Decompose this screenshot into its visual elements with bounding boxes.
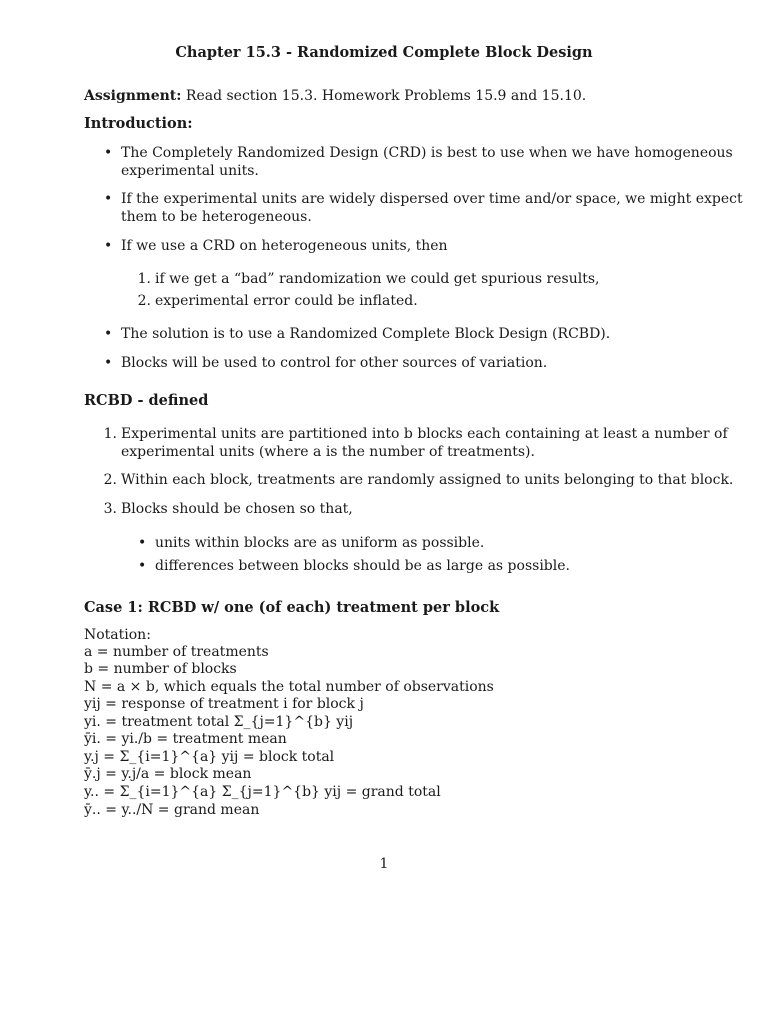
assignment-line — [84, 87, 586, 105]
bullet-dot: • — [104, 238, 113, 254]
intro-bullet-5: Blocks will be used to control for other sources of variation. — [121, 355, 548, 371]
notation-line-1: a = number of treatments — [84, 644, 269, 660]
rcbd-item-number: 3. — [103, 501, 117, 517]
rcbd-subbullet-1: units within blocks are as uniform as possible. — [155, 535, 485, 551]
rcbd-item-3: Blocks should be chosen so that, — [121, 501, 353, 517]
rcbd-defined-heading: RCBD - defined — [84, 392, 209, 409]
notation-line-2: b = number of blocks — [84, 661, 237, 677]
assignment-label: Assignment: — [84, 88, 182, 104]
bullet-dot: • — [138, 558, 147, 574]
notation-label: Notation: — [84, 627, 151, 643]
sublist-item-2: experimental error could be inflated. — [155, 293, 418, 309]
case1-heading: Case 1: RCBD w/ one (of each) treatment per block — [84, 599, 500, 616]
notation-line-5: yi. = treatment total Σ_{j=1}^{b} yij — [84, 714, 354, 730]
sublist-item-1: if we get a “bad” randomization we could get spurious results, — [155, 271, 600, 287]
rcbd-item-2: Within each block, treatments are randomly assigned to units belonging to that block. — [121, 472, 734, 488]
bullet-dot: • — [104, 191, 113, 207]
intro-bullet-2-line1: If the experimental units are widely dispersed over time and/or space, we might expect — [121, 191, 743, 207]
notation-line-6: ȳi. = yi./b = treatment mean — [84, 731, 287, 747]
rcbd-item-number: 2. — [103, 472, 117, 488]
rcbd-item-1-line2: experimental units (where a is the number of treatments). — [121, 444, 535, 460]
intro-bullet-1-line2: experimental units. — [121, 163, 259, 179]
notation-line-7: y.j = Σ_{i=1}^{a} yij = block total — [84, 749, 335, 765]
bullet-dot: • — [138, 535, 147, 551]
rcbd-item-1-line1: Experimental units are partitioned into b blocks each containing at least a number of — [121, 426, 728, 442]
notation-line-4: yij = response of treatment i for block j — [84, 696, 364, 712]
rcbd-subbullet-2: differences between blocks should be as large as possible. — [155, 558, 570, 574]
intro-bullet-2-line2: them to be heterogeneous. — [121, 209, 312, 225]
notation-line-10: ȳ.. = y../N = grand mean — [84, 802, 260, 818]
bullet-dot: • — [104, 326, 113, 342]
notation-line-3: N = a × b, which equals the total number of observations — [84, 679, 494, 695]
introduction-heading: Introduction: — [84, 115, 193, 132]
assignment-text: Read section 15.3. Homework Problems 15.9 and 15.10. — [185, 88, 587, 104]
rcbd-item-number: 1. — [103, 426, 117, 442]
bullet-dot: • — [104, 355, 113, 371]
notation-line-8: ȳ.j = y.j/a = block mean — [84, 766, 252, 782]
page-number: 1 — [379, 856, 389, 872]
bullet-dot: • — [104, 145, 113, 161]
intro-bullet-3: If we use a CRD on heterogeneous units, then — [121, 238, 448, 254]
notation-line-9: y.. = Σ_{i=1}^{a} Σ_{j=1}^{b} yij = grand total — [84, 784, 441, 800]
intro-bullet-4: The solution is to use a Randomized Complete Block Design (RCBD). — [121, 326, 611, 342]
page-title: Chapter 15.3 - Randomized Complete Block Design — [175, 44, 593, 61]
sublist-number: 1. — [137, 271, 151, 287]
sublist-number: 2. — [137, 293, 151, 309]
intro-bullet-1-line1: The Completely Randomized Design (CRD) is best to use when we have homogeneous — [121, 145, 733, 161]
